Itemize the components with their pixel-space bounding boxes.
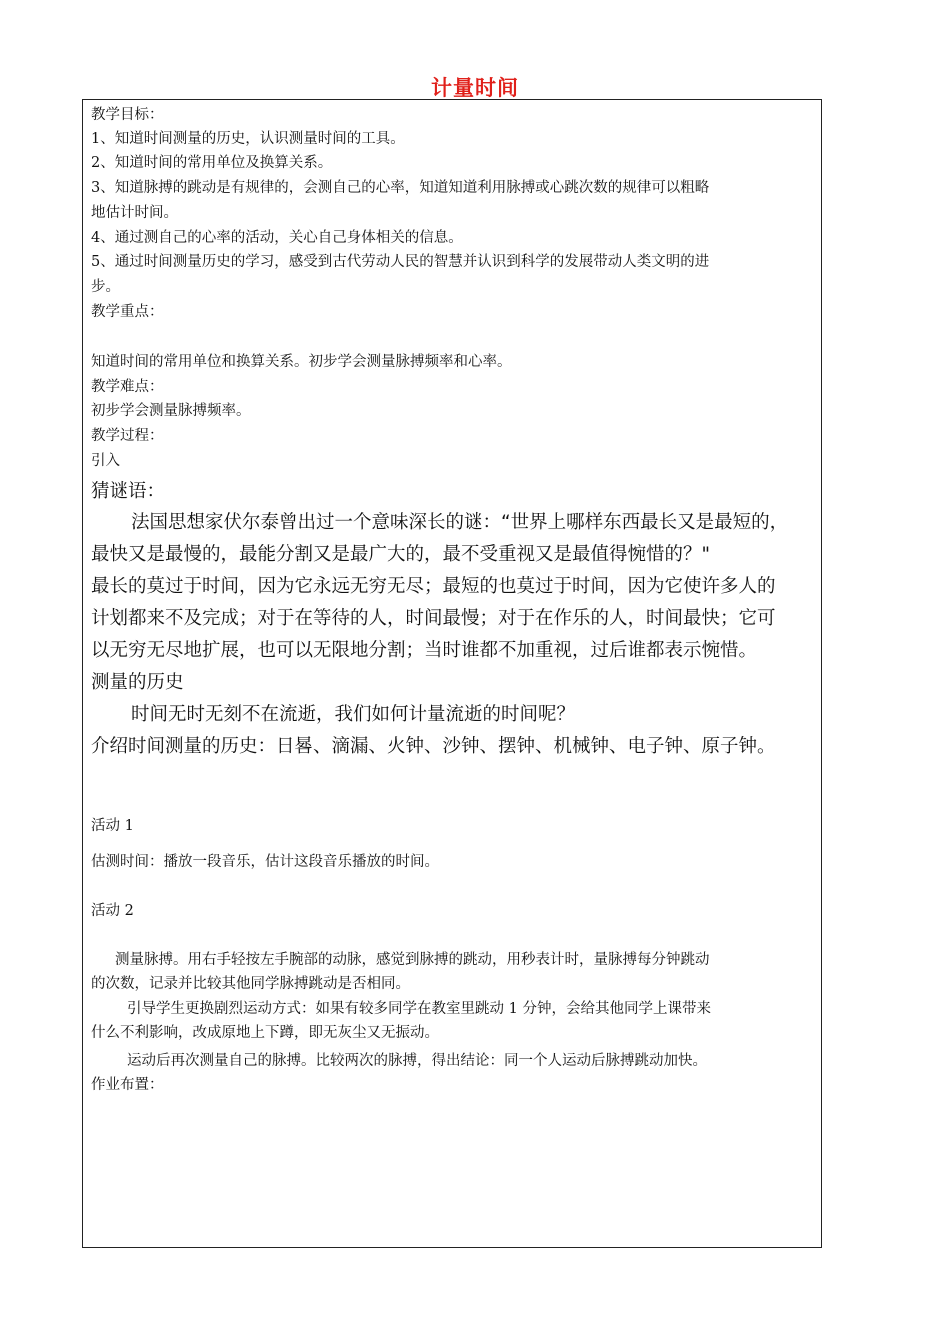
activity1-heading: 活动 1 bbox=[91, 818, 134, 834]
homework-heading: 作业布置： bbox=[91, 1077, 164, 1093]
activity2-heading: 活动 2 bbox=[91, 903, 134, 919]
goal-item: 2、知道时间的常用单位及换算关系。 bbox=[91, 155, 333, 171]
riddle-line: 计划都来不及完成；对于在等待的人，时间最慢；对于在作乐的人，时间最快；它可 bbox=[91, 608, 776, 629]
goal-item: 1、知道时间测量的历史，认识测量时间的工具。 bbox=[91, 131, 405, 147]
lesson-content-box bbox=[82, 99, 822, 1248]
goal-item: 地估计时间。 bbox=[91, 205, 178, 221]
activity2-paragraph: 引导学生更换剧烈运动方式：如果有较多同学在教室里跳动 1 分钟，会给其他同学上课带来 bbox=[127, 1001, 711, 1017]
key-points-text: 知道时间的常用单位和换算关系。初步学会测量脉搏频率和心率。 bbox=[91, 354, 512, 370]
history-question: 时间无时无刻不在流逝，我们如何计量流逝的时间呢？ bbox=[131, 704, 576, 725]
riddle-line: 法国思想家伏尔泰曾出过一个意味深长的谜：“世界上哪样东西最长又是最短的， bbox=[131, 512, 789, 533]
process-heading: 教学过程： bbox=[91, 428, 164, 444]
activity2-paragraph: 的次数，记录并比较其他同学脉搏跳动是否相同。 bbox=[91, 976, 410, 992]
difficulty-heading: 教学难点： bbox=[91, 379, 164, 395]
riddle-line: 最长的莫过于时间，因为它永远无穷无尽；最短的也莫过于时间，因为它使许多人的 bbox=[91, 576, 776, 597]
goal-item: 步。 bbox=[91, 279, 120, 295]
goal-item: 5、通过时间测量历史的学习，感受到古代劳动人民的智慧并认识到科学的发展带动人类文明的进 bbox=[91, 254, 710, 270]
riddle-heading: 猜谜语： bbox=[91, 481, 166, 502]
activity1-text: 估测时间：播放一段音乐，估计这段音乐播放的时间。 bbox=[91, 854, 439, 870]
activity2-paragraph: 运动后再次测量自己的脉搏。比较两次的脉搏，得出结论：同一个人运动后脉搏跳动加快。 bbox=[127, 1053, 707, 1069]
riddle-line: 最快又是最慢的，最能分割又是最广大的，最不受重视又是最值得惋惜的？" bbox=[91, 544, 711, 565]
process-intro: 引入 bbox=[91, 453, 120, 469]
goal-item: 3、知道脉搏的跳动是有规律的，会测自己的心率，知道知道利用脉搏或心跳次数的规律可以粗略 bbox=[91, 180, 710, 196]
riddle-line: 以无穷无尽地扩展，也可以无限地分割；当时谁都不加重视，过后谁都表示惋惜。 bbox=[91, 640, 758, 661]
history-heading: 测量的历史 bbox=[91, 672, 184, 693]
goal-item: 4、通过测自己的心率的活动，关心自己身体相关的信息。 bbox=[91, 230, 463, 246]
history-intro: 介绍时间测量的历史：日晷、滴漏、火钟、沙钟、摆钟、机械钟、电子钟、原子钟。 bbox=[91, 736, 776, 757]
difficulty-text: 初步学会测量脉搏频率。 bbox=[91, 403, 251, 419]
page-title: 计量时间 bbox=[431, 76, 519, 100]
key-points-heading: 教学重点： bbox=[91, 304, 164, 320]
activity2-paragraph: 测量脉搏。用右手轻按左手腕部的动脉，感觉到脉搏的跳动，用秒表计时，量脉搏每分钟跳动 bbox=[115, 952, 710, 968]
activity2-paragraph: 什么不利影响，改成原地上下蹲，即无灰尘又无振动。 bbox=[91, 1025, 439, 1041]
goals-heading: 教学目标： bbox=[91, 107, 164, 123]
